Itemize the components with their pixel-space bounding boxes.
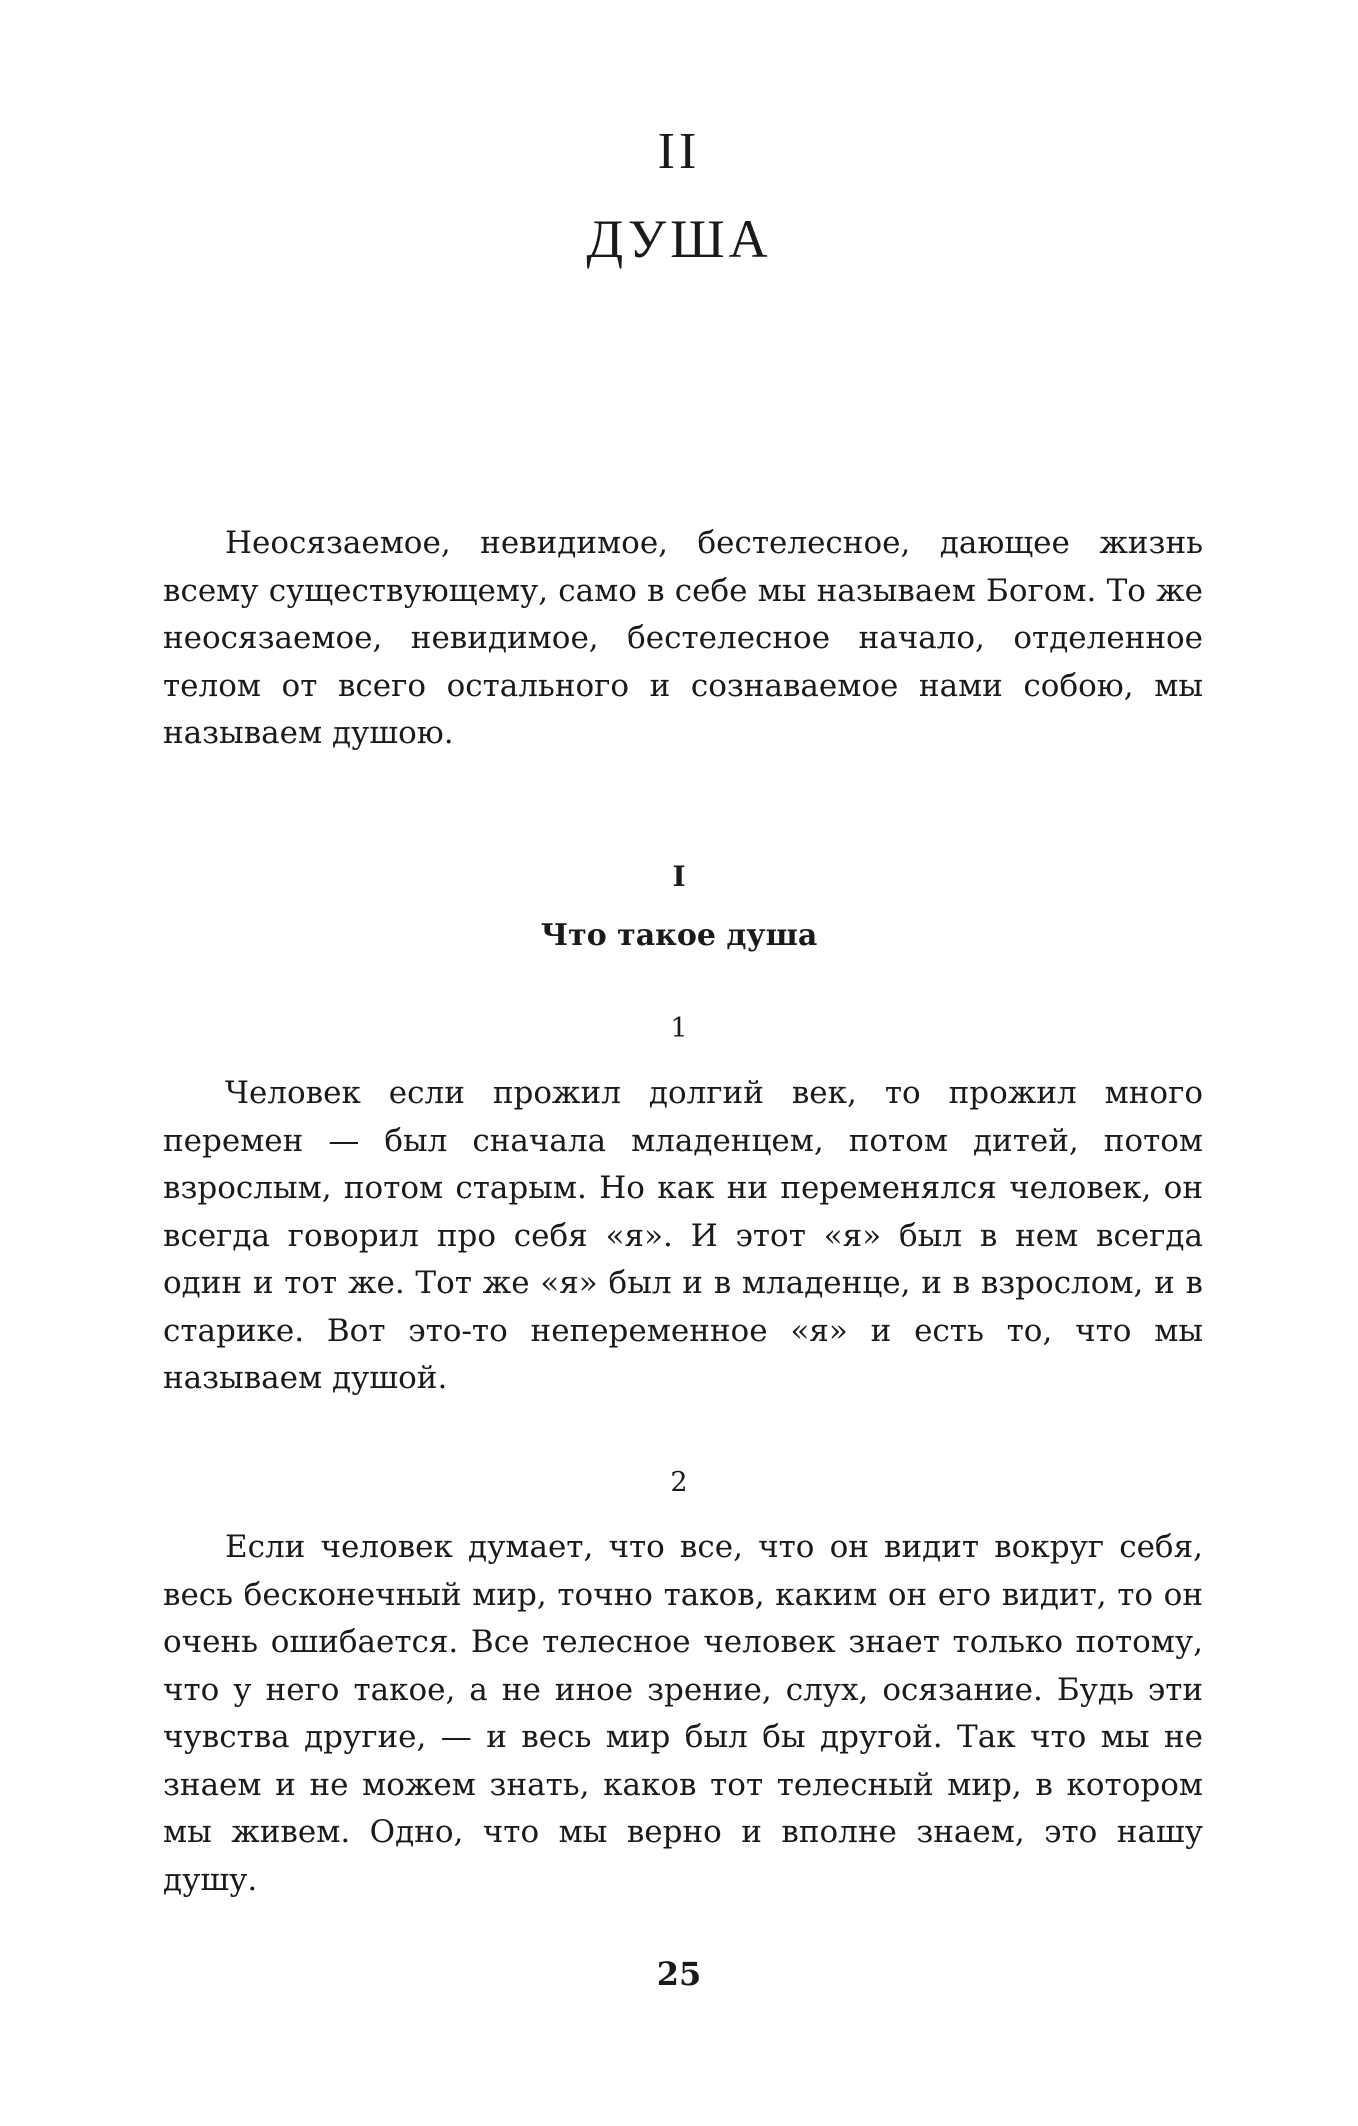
section-number: I [672,860,686,893]
item-block [163,1524,1203,1904]
item-paragraph: Если человек думает, что все, что он видит вокруг себя, весь бесконечный мир, точно таков, каким он его видит, то он очень ошибается. Все телесное человек знает только потому, что у него такое, а не иное зрение, слух, осязание. Будь эти чувства другие, — и весь мир был бы другой. Так что мы не знаем и не можем знать, каков тот телесный мир, в котором мы живем. Одно, что мы верно и вполне знаем, это нашу душу. [163,1529,1203,1898]
chapter-number: II [657,123,701,180]
item-number: 1 [670,1013,688,1044]
page-number: 25 [656,1955,702,1993]
item-block [163,1070,1203,1403]
intro-block [163,520,1203,758]
item-number: 2 [670,1467,688,1498]
intro-paragraph: Неосязаемое, невидимое, бестелесное, дающее жизнь всему существующему, само в себе мы называем Богом. То же неосязаемое, невидимое, бестелесное начало, отделенное телом от всего остального и сознаваемое нами собою, мы называем душою. [163,525,1203,751]
chapter-title: ДУША [586,209,772,269]
item-paragraph: Человек если прожил долгий век, то прожил много перемен — был сначала младенцем, потом дитей, потом взрослым, потом старым. Но как ни переменялся человек, он всегда говорил про себя «я». И этот «я» был в нем всегда один и тот же. Тот же «я» был и в младенце, и в взрослом, и в старике. Вот это-то непеременное «я» и есть то, что мы называем душой. [163,1075,1203,1396]
section-title: Что такое душа [540,918,818,953]
